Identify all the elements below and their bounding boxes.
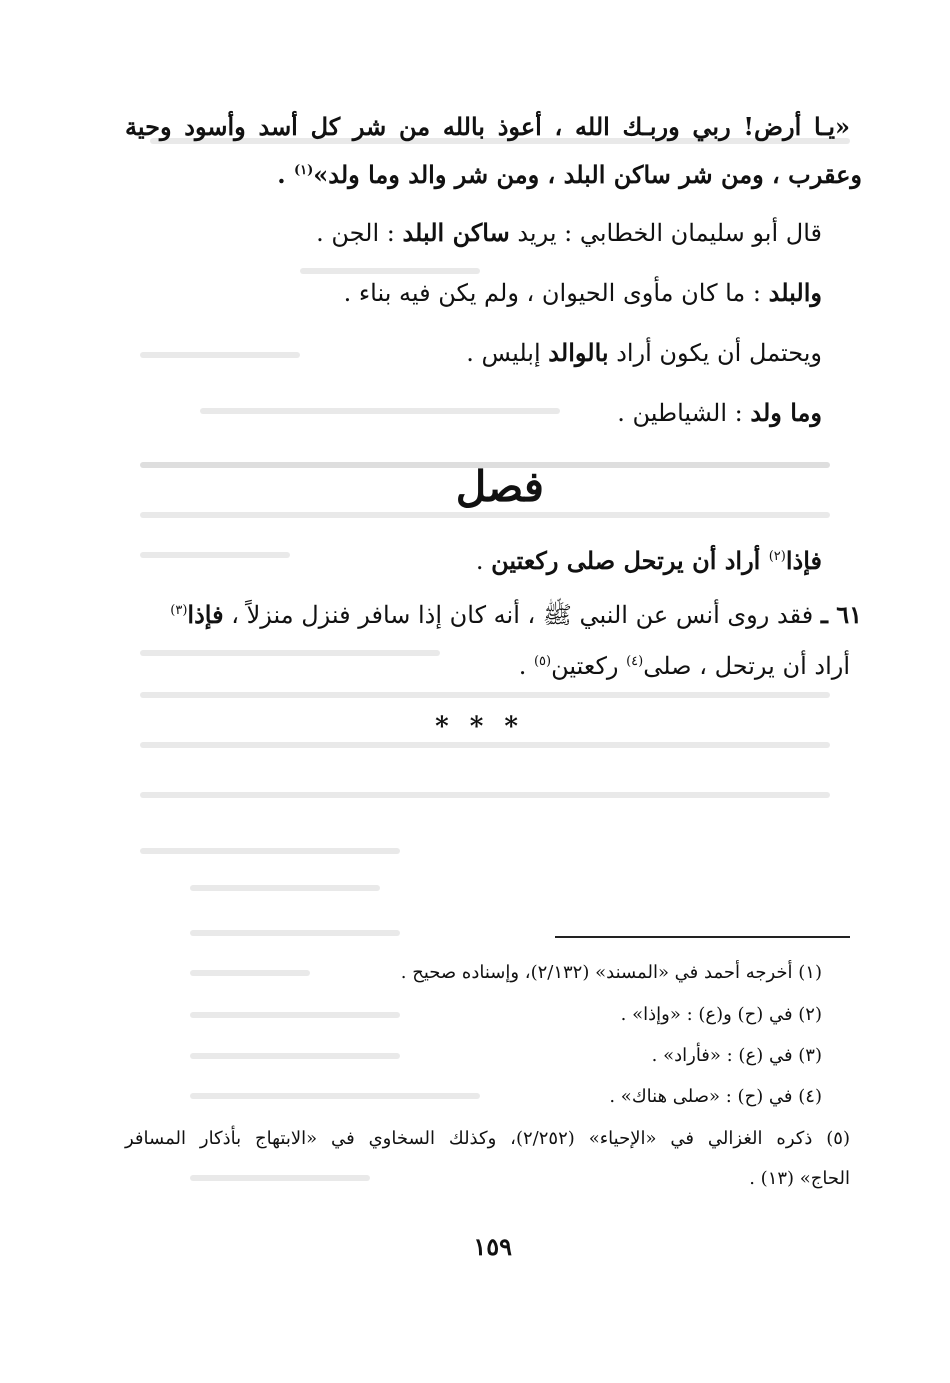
section-separator-stars: * * * <box>435 712 524 742</box>
hadith-text-2b: ركعتين <box>551 652 627 680</box>
walid-rest: إبليس . <box>466 339 549 367</box>
balad-rest: : ما كان مأوى الحيوان ، ولم يكن فيه بناء . <box>343 279 769 307</box>
hadith-end: . <box>518 652 534 680</box>
khattabi-line <box>316 218 822 247</box>
footnote-5-text: (٥) ذكره الغزالي في «الإحياء» (٢/٢٥٢)، وكذلك السخاوي في «الابتهاج بأذكار المسافر <box>125 1128 850 1149</box>
dua-text-1: «يـا أرض! ربي وربـك الله ، أعوذ بالله من شر كل أسد وأسود وحية <box>125 112 851 141</box>
balad-bold: والبلد <box>768 278 822 307</box>
footnote-ref-3: (٣) <box>170 603 188 618</box>
wama-rest: : الشياطين . <box>617 399 751 427</box>
walid-plain: ويحتمل أن يكون أراد <box>608 339 822 367</box>
footnote-ref-1: (١) <box>293 163 314 178</box>
footnote-2: (٢) في (ح) و(ع) : «وإذا» . <box>620 1004 822 1025</box>
khattabi-plain: قال أبو سليمان الخطابي : يريد <box>509 219 822 247</box>
walid-bold: بالوالد <box>548 338 609 367</box>
hadith-line-2 <box>519 652 850 680</box>
footnote-3: (٣) في (ع) : «فأراد» . <box>651 1045 822 1066</box>
wama-walad-line <box>617 398 822 427</box>
dua-end: . <box>277 160 294 189</box>
hadith-text-1: فقد روى أنس عن النبي ﷺ ، أنه كان إذا سافر فنزل منزلاً ، <box>223 601 821 629</box>
footnote-ref-5: (٥) <box>533 654 552 669</box>
footnote-5-continued: الحاج» (١٣) . <box>749 1168 850 1189</box>
hadith-text-2a: أراد أن يرتحل ، صلى <box>643 652 850 680</box>
khattabi-rest: : الجن . <box>316 219 403 247</box>
dua-line-2 <box>277 160 862 189</box>
hadith-number: ٦١ ـ <box>820 600 862 629</box>
wama-bold: وما ولد <box>750 398 822 427</box>
footnote-rule <box>555 936 850 938</box>
footnote-5 <box>125 1128 850 1149</box>
section-heading: فصل <box>455 462 544 511</box>
balad-line <box>344 278 822 307</box>
dua-text-2: وعقرب ، ومن شر ساكن البلد ، ومن شر والد وما ولد» <box>313 160 862 189</box>
footnote-ref-4: (٤) <box>626 654 644 669</box>
rule-end: . <box>475 547 492 575</box>
rule-bold-2: أراد أن يرتحل صلى ركعتين <box>491 546 769 575</box>
footnote-ref-2: (٢) <box>768 549 786 564</box>
footnote-4: (٤) في (ح) : «صلى هناك» . <box>609 1086 822 1107</box>
hadith-bold-1: فإذا <box>187 600 224 629</box>
walid-line <box>466 338 822 367</box>
rule-line <box>476 546 822 575</box>
page-number: ١٥٩ <box>473 1232 512 1261</box>
rule-bold-1: فإذا <box>785 546 822 575</box>
hadith-line-1 <box>170 600 862 635</box>
khattabi-bold: ساكن البلد <box>402 218 510 247</box>
dua-line-1 <box>125 112 850 141</box>
footnote-1: (١) أخرجه أحمد في «المسند» (٢/١٣٢)، وإسناده صحيح . <box>400 962 822 983</box>
